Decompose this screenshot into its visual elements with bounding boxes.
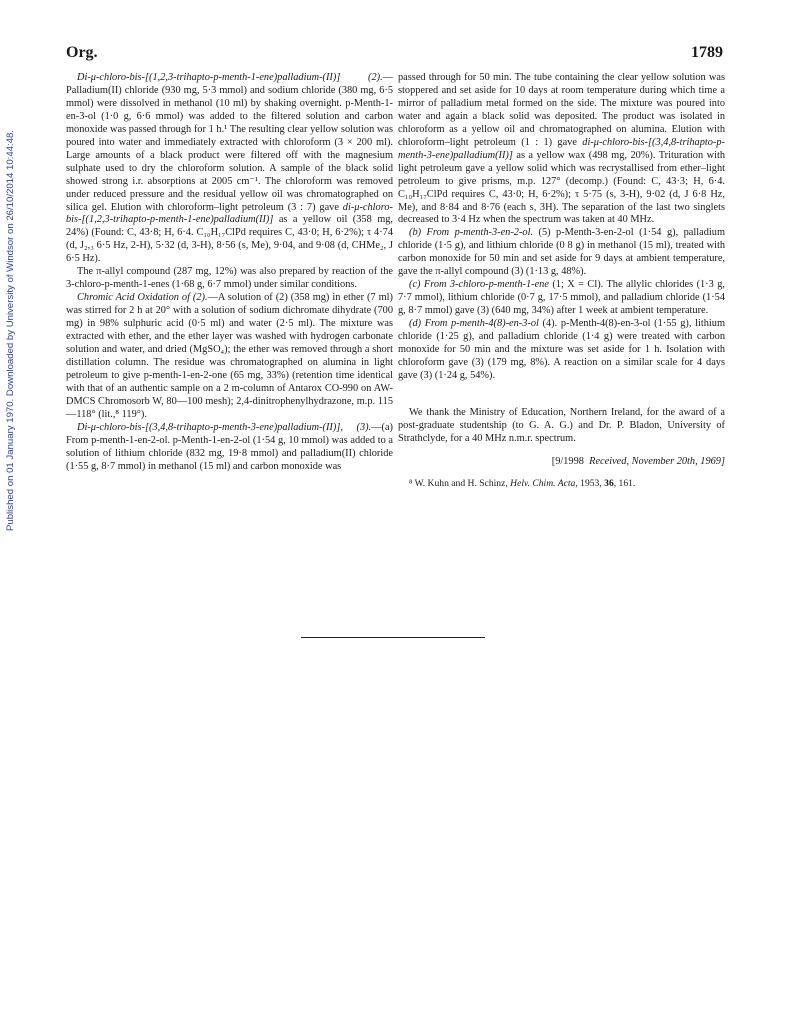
footnote-authors: W. Kuhn and H. Schinz, [412, 477, 511, 489]
method-d-heading: (d) From p-menth-4(8)-en-3-ol [409, 318, 539, 330]
method-d-body: (4). p-Menth-4(8)-en-3-ol (1·55 g), lithium chloride (1·25 g), and palladium chloride (1·4 g) were treated with carbon monoxide for 50 min and the mixture was set aside for 1 h. Isolation with chloroform gave (3) (179 mg, 8%). A reaction on a similar scale for 4 days gave (3) (1·24 g, 54%). [398, 318, 725, 381]
compound-3-heading: Di-μ-chloro-bis-[(3,4,8-trihapto-p-menth-3-ene)palladium-(II)], (3). [77, 421, 372, 433]
right-column [398, 72, 725, 490]
footnote-year: , 1953, [575, 477, 605, 489]
compound-3-name: di-μ-chloro-bis-[(3,4,8-trihapto-p-menth-3-ene)palladium(II)] [398, 136, 725, 161]
compound-3-method-a: —(a) From p-menth-1-en-2-ol. [66, 421, 393, 446]
method-b-body: (5) p-Menth-3-en-2-ol (1·54 g), palladium chloride (1·5 g), and lithium chloride (0 8 g) in methanol (15 ml), treated with carbon monoxide for 50 min and set aside for 9 days at ambient temperature, gave the π-allyl compound (3) (1·13 g, 48%). [398, 227, 725, 278]
method-b-heading: (b) From p-menth-3-en-2-ol. [409, 227, 534, 239]
method-c-body: (1; X = Cl). The allylic chlorides (1·3 g, 7·7 mmol), lithium chloride (0·7 g, 17·5 mmol), and palladium chloride (1·54 g, 8·7 mmol) gave (3) (640 mg, 34%) after 1 week at ambient temperature. [398, 279, 726, 317]
footnote-volume: 36 [604, 477, 614, 489]
download-watermark-text: Published on 01 January 1970. Downloaded by University of Windsor on 26/10/2014 10:44:48. [5, 129, 17, 531]
compound-3-body: p-Menth-1-en-2-ol (1·54 g, 10 mmol) was added to a solution of lithium chloride (832 mg, 19·8 mmol) and palladium(II) chloride (1·55 g, 8·7 mmol) in methanol (15 ml) and carbon monoxide was [66, 434, 393, 472]
compound-2-name: di-μ-chloro-bis-[(1,2,3-trihapto-p-menth-1-ene)palladium(II)] [66, 201, 393, 226]
compound-2-body: —Palladium(II) chloride (930 mg, 5·3 mmol) and sodium chloride (380 mg, 6·5 mmol) were dissolved in methanol (10 ml) by shaking overnight. p-Menth-1-en-3-ol (1·0 g, 6·6 mmol) was added to the filtered solution and carbon monoxide was passed through for 1 h.¹ The resulting clear yellow solution was poured into water and immediately extracted with chloroform (3 × 200 ml). Large amounts of a black product were filtered off with the magnesium sulphate used to dry the chloroform solution. A sample of the black solid showed strong i.r. absorptions at 2005 cm⁻¹. The chloroform was removed under reduced pressure and the residual yellow oil was chromatographed on silica gel. Elution with chloroform–light petroleum (3 : 7) gave [66, 72, 393, 213]
footnote-reference [398, 478, 725, 490]
synthesis-compound-3-paragraph [66, 422, 393, 474]
footnote-journal: Helv. Chim. Acta [510, 477, 576, 489]
compound-3-analysis: as a yellow wax (498 mg, 20%). Trituration with light petroleum gave a yellow solid which was recrystallised from ether–light petroleum to give prisms, m.p. 127° (decomp.) (Found: C, 43·3; H, 6·4. C₁₀H₁₇ClPd requires C, 43·0; H, 6·2%); τ 5·75 (s, 3-H), 9·02 (d, J 6·8 Hz, Me), and 8·84 and 8·76 (each s, 3H). The separation of the last two singlets decreased to 3·4 Hz when the spectrum was taken at 40 MHz. [398, 149, 725, 226]
received-date: Received, November 20th, 1969] [589, 455, 725, 467]
reference-code: [9/1998 [551, 455, 584, 467]
synthesis-compound-2-paragraph [66, 72, 393, 266]
acknowledgement-paragraph: We thank the Ministry of Education, Northern Ireland, for the award of a post-graduate studentship (to G. A. G.) and Dr. P. Bladon, University of Strathclyde, for a 40 MHz n.m.r. spectrum. [398, 406, 725, 444]
pi-allyl-paragraph: The π-allyl compound (287 mg, 12%) was also prepared by reaction of the 3-chloro-p-menth-1-enes (1·68 g, 6·7 mmol) under similar conditions. [66, 266, 393, 291]
method-c-paragraph [398, 279, 725, 318]
article-end-rule [301, 637, 485, 638]
footnote-pages: , 161. [613, 477, 636, 489]
method-d-paragraph [398, 318, 725, 383]
continuation-body: passed through for 50 min. The tube containing the clear yellow solution was stoppered and set aside for 10 days at room temperature during which time a mirror of palladium metal formed on the side. The mixture was poured into water and again a black solid was deposited. The product was isolated in chloroform as a yellow oil and chromatographed on alumina. Elution with chloroform–light petroleum (1 : 1) gave [398, 72, 725, 148]
download-watermark [3, 30, 19, 630]
chromic-acid-heading: Chromic Acid Oxidation of (2). [77, 292, 208, 304]
received-date-line [398, 455, 725, 468]
footnote-number: ⁸ [409, 477, 413, 489]
chromic-acid-paragraph [66, 292, 393, 422]
journal-section-header: Org. [66, 44, 98, 61]
chromic-acid-body: —A solution of (2) (358 mg) in ether (7 ml) was stirred for 2 h at 20° with a solution of sodium dichromate dihydrate (700 mg) in 98% sulphuric acid (0·5 ml) and water (2·5 ml). The mixture was extracted with ether, and the ether layer was washed with hydrogen carbonate solution and water, and dried (MgSO₄); the ether was removed through a short distillation column. The residue was chromatographed on alumina in light petroleum to give p-menth-1-en-2-one (65 mg, 33%) (retention time identical with that of an authentic sample on a 2 m-column of Antarox CO-990 on AW-DMCS Chromosorb W, 80—100 mesh); 2,4-dinitrophenylhydrazone, m.p. 115—118° (lit.,⁸ 119°). [66, 292, 393, 420]
compound-2-heading: Di-μ-chloro-bis-[(1,2,3-trihapto-p-menth-1-ene)palladium-(II)] (2). [77, 72, 383, 83]
continuation-paragraph [398, 72, 725, 227]
left-column [66, 72, 393, 474]
method-b-paragraph [398, 227, 725, 279]
method-c-heading: (c) From 3-chloro-p-menth-1-ene [409, 279, 549, 291]
compound-2-analysis: as a yellow oil (358 mg, 24%) (Found: C, 43·8; H, 6·4. C₁₀H₁₇ClPd requires C, 43·0; H, 6·2%); τ 4·74 (d, J₂,₃ 6·5 Hz, 2-H), 5·32 (d, 3-H), 8·56 (s, Me), 9·04, and 9·08 (d, CHMe₂, J 6·5 Hz). [66, 214, 393, 265]
page-number: 1789 [691, 44, 723, 61]
